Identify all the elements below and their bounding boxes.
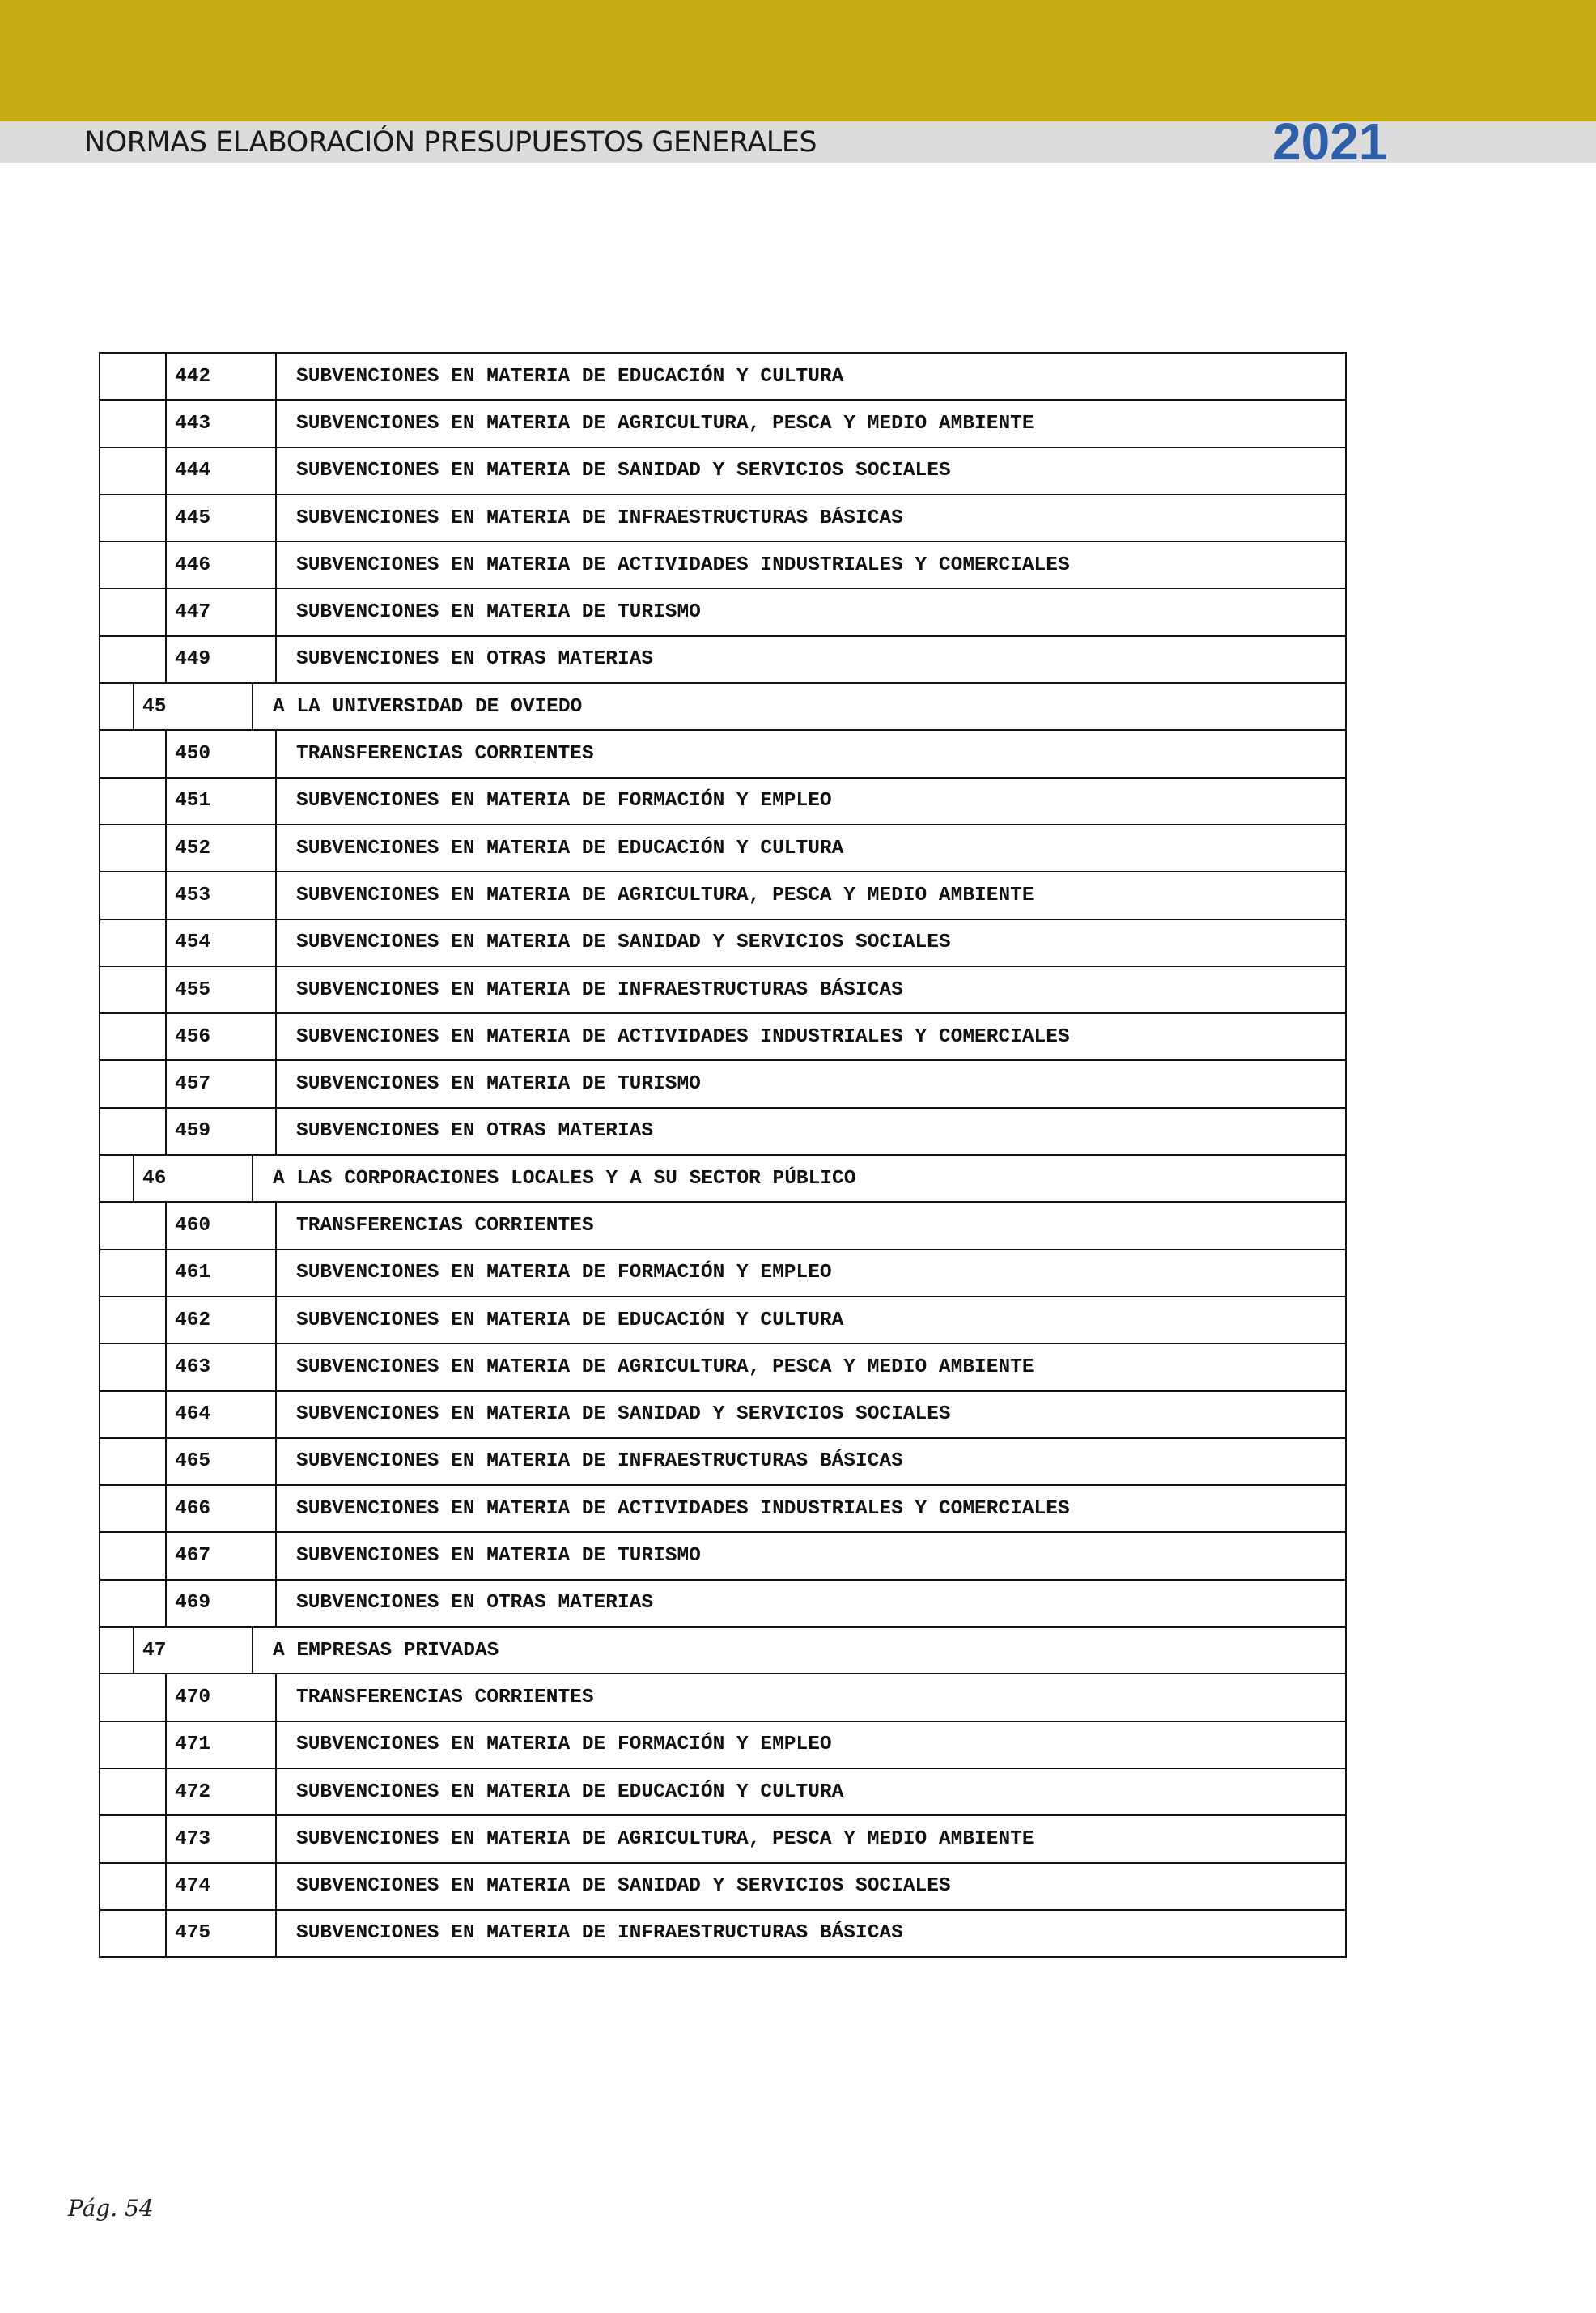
description-cell: TRANSFERENCIAS CORRIENTES <box>296 743 594 766</box>
code-cell: 447 <box>165 589 277 634</box>
code-cell: 466 <box>165 1486 277 1531</box>
table-row <box>99 541 1347 588</box>
description-cell: SUBVENCIONES EN MATERIA DE AGRICULTURA, PESCA Y MEDIO AMBIENTE <box>296 412 1034 435</box>
table-row <box>99 1721 1347 1768</box>
table-row <box>99 1579 1347 1626</box>
code-cell: 473 <box>165 1816 277 1861</box>
table-row <box>99 1296 1347 1343</box>
table-row <box>99 1201 1347 1248</box>
description-cell: SUBVENCIONES EN MATERIA DE ACTIVIDADES INDUSTRIALES Y COMERCIALES <box>296 1497 1070 1520</box>
table-row <box>99 447 1347 494</box>
code-cell: 475 <box>165 1911 277 1956</box>
article-row <box>99 682 1347 729</box>
table-row <box>99 966 1347 1012</box>
description-cell: SUBVENCIONES EN MATERIA DE TURISMO <box>296 601 701 624</box>
document-year: 2021 <box>1272 112 1388 171</box>
code-cell: 46 <box>133 1156 253 1201</box>
table-row <box>99 1012 1347 1059</box>
description-cell: SUBVENCIONES EN MATERIA DE EDUCACIÓN Y CULTURA <box>296 365 844 388</box>
code-cell: 453 <box>165 872 277 918</box>
description-cell: SUBVENCIONES EN MATERIA DE EDUCACIÓN Y CULTURA <box>296 1780 844 1803</box>
description-cell: SUBVENCIONES EN OTRAS MATERIAS <box>296 1592 654 1615</box>
code-cell: 469 <box>165 1581 277 1626</box>
code-cell: 449 <box>165 637 277 682</box>
code-cell: 45 <box>133 684 253 729</box>
table-row <box>99 729 1347 776</box>
description-cell: TRANSFERENCIAS CORRIENTES <box>296 1214 594 1237</box>
table-row <box>99 399 1347 446</box>
description-cell: TRANSFERENCIAS CORRIENTES <box>296 1686 594 1708</box>
table-row <box>99 1531 1347 1578</box>
description-cell: SUBVENCIONES EN MATERIA DE FORMACIÓN Y EMPLEO <box>296 790 832 813</box>
description-cell: SUBVENCIONES EN MATERIA DE TURISMO <box>296 1073 701 1096</box>
code-cell: 446 <box>165 542 277 588</box>
code-cell: 456 <box>165 1014 277 1059</box>
table-row <box>99 777 1347 824</box>
description-cell: SUBVENCIONES EN OTRAS MATERIAS <box>296 1120 654 1143</box>
table-row <box>99 1814 1347 1861</box>
table-row <box>99 1673 1347 1720</box>
code-cell: 47 <box>133 1628 253 1673</box>
code-cell: 467 <box>165 1533 277 1578</box>
budget-code-table <box>99 352 1347 1958</box>
code-cell: 462 <box>165 1297 277 1343</box>
article-row <box>99 1154 1347 1201</box>
description-cell: SUBVENCIONES EN MATERIA DE ACTIVIDADES INDUSTRIALES Y COMERCIALES <box>296 554 1070 576</box>
code-cell: 461 <box>165 1250 277 1296</box>
code-cell: 444 <box>165 448 277 494</box>
table-row <box>99 1484 1347 1531</box>
document-title: NORMAS ELABORACIÓN PRESUPUESTOS GENERALES <box>84 126 817 159</box>
description-cell: SUBVENCIONES EN MATERIA DE FORMACIÓN Y EMPLEO <box>296 1734 832 1756</box>
description-cell: SUBVENCIONES EN MATERIA DE SANIDAD Y SERVICIOS SOCIALES <box>296 1403 951 1426</box>
table-row <box>99 824 1347 871</box>
code-cell: 450 <box>165 731 277 776</box>
description-cell: SUBVENCIONES EN MATERIA DE SANIDAD Y SERVICIOS SOCIALES <box>296 1875 951 1898</box>
description-cell: A LA UNIVERSIDAD DE OVIEDO <box>273 695 583 718</box>
table-row <box>99 1059 1347 1106</box>
table-row <box>99 1437 1347 1484</box>
code-cell: 457 <box>165 1061 277 1106</box>
table-row <box>99 1390 1347 1437</box>
table-row <box>99 635 1347 682</box>
code-cell: 474 <box>165 1864 277 1909</box>
header-top-band <box>0 0 1596 121</box>
code-cell: 455 <box>165 967 277 1012</box>
description-cell: SUBVENCIONES EN MATERIA DE INFRAESTRUCTURAS BÁSICAS <box>296 1450 903 1473</box>
code-cell: 459 <box>165 1109 277 1154</box>
table-row <box>99 919 1347 966</box>
table-row <box>99 588 1347 634</box>
description-cell: SUBVENCIONES EN MATERIA DE TURISMO <box>296 1545 701 1568</box>
code-cell: 472 <box>165 1769 277 1814</box>
description-cell: SUBVENCIONES EN MATERIA DE INFRAESTRUCTURAS BÁSICAS <box>296 507 903 529</box>
code-cell: 470 <box>165 1674 277 1720</box>
table-row <box>99 494 1347 541</box>
code-cell: 454 <box>165 920 277 966</box>
table-row <box>99 1249 1347 1296</box>
table-row <box>99 352 1347 399</box>
page-number: Pág. 54 <box>68 2195 154 2222</box>
description-cell: SUBVENCIONES EN MATERIA DE AGRICULTURA, PESCA Y MEDIO AMBIENTE <box>296 884 1034 906</box>
table-row <box>99 1343 1347 1390</box>
description-cell: SUBVENCIONES EN MATERIA DE ACTIVIDADES INDUSTRIALES Y COMERCIALES <box>296 1025 1070 1048</box>
table-row <box>99 1768 1347 1814</box>
table-row <box>99 871 1347 918</box>
code-cell: 460 <box>165 1203 277 1248</box>
code-cell: 464 <box>165 1392 277 1437</box>
code-cell: 451 <box>165 779 277 824</box>
description-cell: SUBVENCIONES EN MATERIA DE EDUCACIÓN Y CULTURA <box>296 1309 844 1331</box>
description-cell: SUBVENCIONES EN MATERIA DE SANIDAD Y SERVICIOS SOCIALES <box>296 932 951 954</box>
code-cell: 471 <box>165 1722 277 1768</box>
code-cell: 452 <box>165 825 277 871</box>
description-cell: SUBVENCIONES EN OTRAS MATERIAS <box>296 648 654 671</box>
code-cell: 442 <box>165 354 277 399</box>
code-cell: 443 <box>165 401 277 446</box>
description-cell: A EMPRESAS PRIVADAS <box>273 1639 499 1662</box>
code-cell: 463 <box>165 1344 277 1390</box>
description-cell: SUBVENCIONES EN MATERIA DE INFRAESTRUCTURAS BÁSICAS <box>296 978 903 1001</box>
description-cell: SUBVENCIONES EN MATERIA DE INFRAESTRUCTURAS BÁSICAS <box>296 1922 903 1945</box>
description-cell: SUBVENCIONES EN MATERIA DE AGRICULTURA, PESCA Y MEDIO AMBIENTE <box>296 1356 1034 1378</box>
description-cell: SUBVENCIONES EN MATERIA DE SANIDAD Y SERVICIOS SOCIALES <box>296 460 951 482</box>
description-cell: SUBVENCIONES EN MATERIA DE FORMACIÓN Y EMPLEO <box>296 1262 832 1284</box>
table-row <box>99 1862 1347 1909</box>
table-row <box>99 1909 1347 1958</box>
description-cell: SUBVENCIONES EN MATERIA DE EDUCACIÓN Y CULTURA <box>296 837 844 859</box>
description-cell: A LAS CORPORACIONES LOCALES Y A SU SECTOR PÚBLICO <box>273 1167 856 1190</box>
code-cell: 445 <box>165 495 277 541</box>
description-cell: SUBVENCIONES EN MATERIA DE AGRICULTURA, PESCA Y MEDIO AMBIENTE <box>296 1827 1034 1850</box>
table-row <box>99 1107 1347 1154</box>
code-cell: 465 <box>165 1439 277 1484</box>
article-row <box>99 1626 1347 1673</box>
